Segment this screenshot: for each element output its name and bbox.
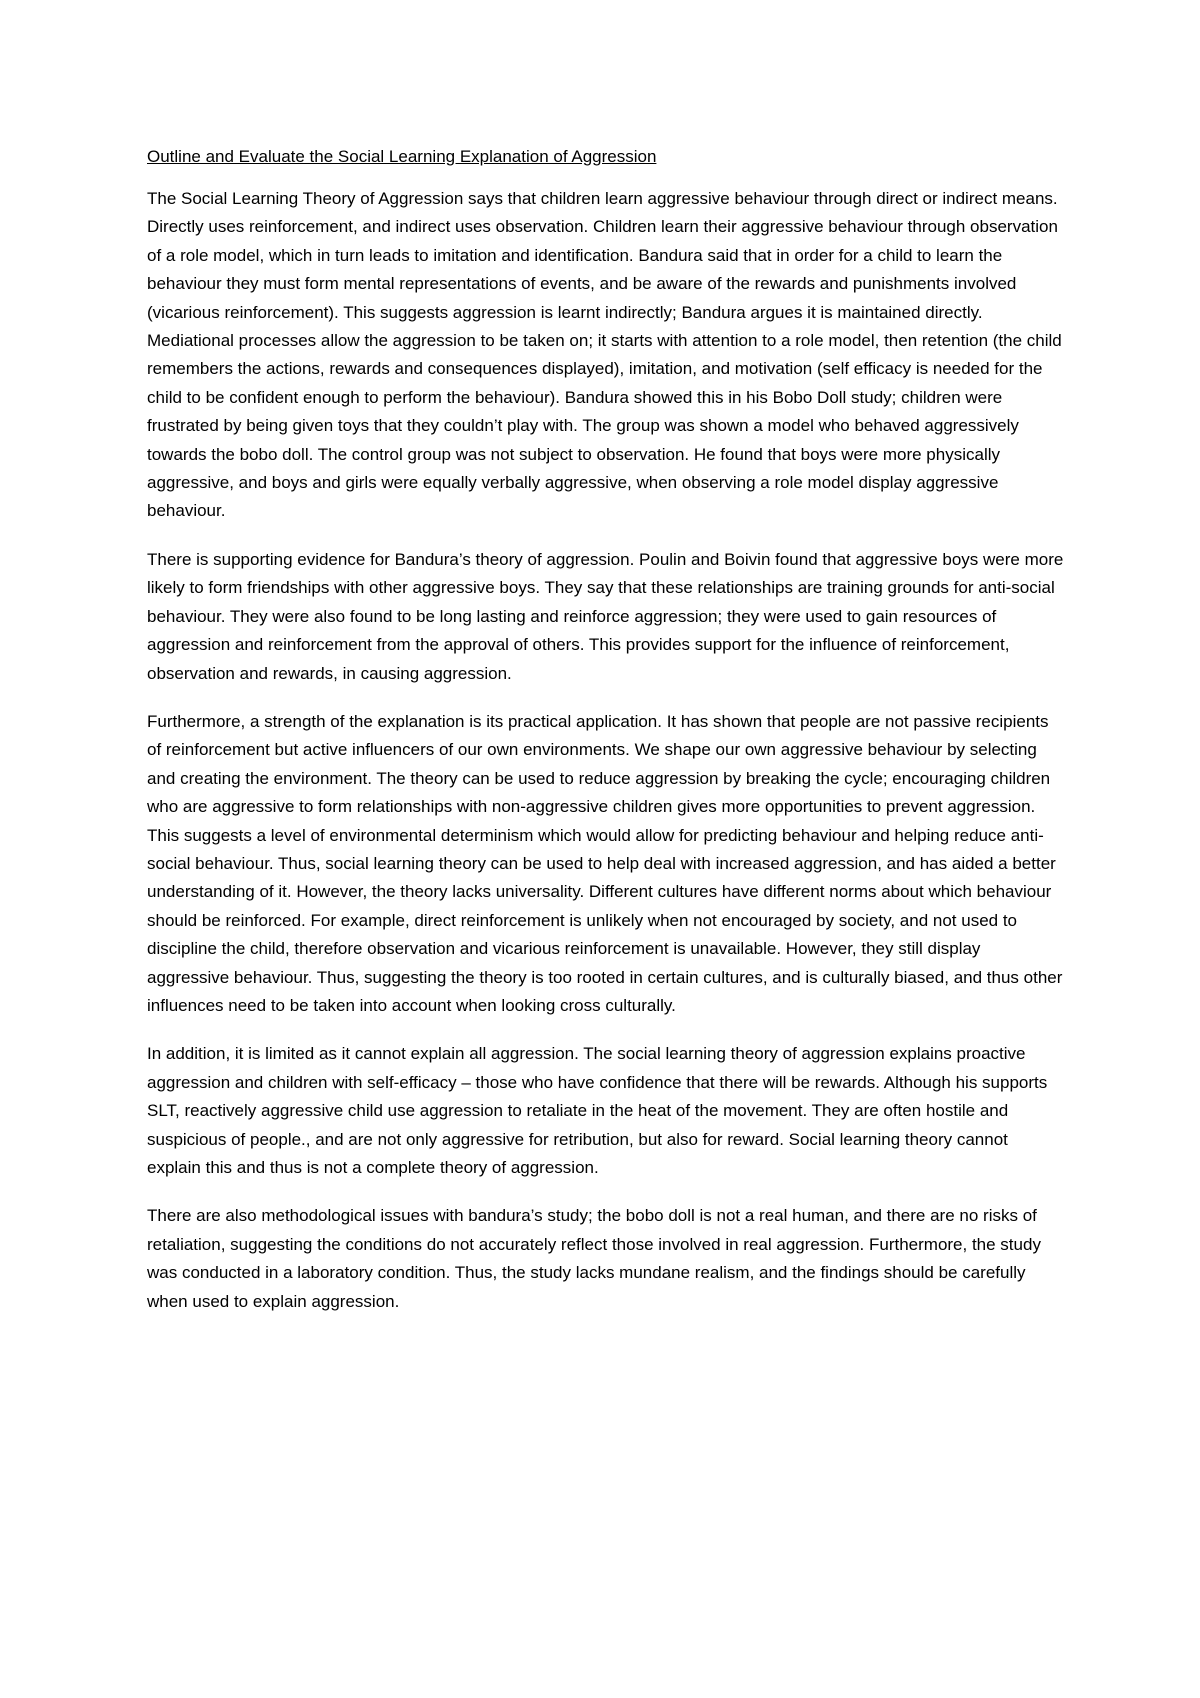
paragraph-practical-application: Furthermore, a strength of the explanation is its practical application. It has shown that people are not passive recipients of reinforcement but active influencers of our own environments. We shape our own aggressive behaviour by selecting and creating the environment. The theory can be used to reduce aggression by breaking the cycle; encouraging children who are aggressive to form relationships with non-aggressive children gives more opportunities to prevent aggression. This suggests a level of environmental determinism which would allow for predicting behaviour and helping reduce anti-social behaviour. Thus, social learning theory can be used to help deal with increased aggression, and has aided a better understanding of it. However, the theory lacks universality. Different cultures have different norms about which behaviour should be reinforced. For example, direct reinforcement is unlikely when not encouraged by society, and not used to discipline the child, therefore observation and vicarious reinforcement is unavailable. However, they still display aggressive behaviour. Thus, suggesting the theory is too rooted in certain cultures, and is culturally biased, and thus other influences need to be taken into account when looking cross culturally. (147, 711, 1063, 1015)
paragraph-introduction: The Social Learning Theory of Aggression says that children learn aggressive behaviour through direct or indirect means. Directly uses reinforcement, and indirect uses observation. Children learn their aggressive behaviour through observation of a role model, which in turn leads to imitation and identification. Bandura said that in order for a child to learn the behaviour they must form mental representations of events, and be aware of the rewards and punishments involved (vicarious reinforcement). This suggests aggression is learnt indirectly; Bandura argues it is maintained directly. Mediational processes allow the aggression to be taken on; it starts with attention to a role model, then retention (the child remembers the actions, rewards and consequences displayed), imitation, and motivation (self efficacy is needed for the child to be confident enough to perform the behaviour). Bandura showed this in his Bobo Doll study; children were frustrated by being given toys that they couldn’t play with. The group was shown a model who behaved aggressively towards the bobo doll. The control group was not subject to observation. He found that boys were more physically aggressive, and boys and girls were equally verbally aggressive, when observing a role model display aggressive behaviour. (147, 189, 1062, 521)
document-title: Outline and Evaluate the Social Learning Explanation of Aggression (147, 147, 657, 166)
paragraph-supporting-evidence: There is supporting evidence for Bandura’s theory of aggression. Poulin and Boivin found that aggressive boys were more likely to form friendships with other aggressive boys. They say that these relationships are training grounds for anti-social behaviour. They were also found to be long lasting and reinforce aggression; they were used to gain resources of aggression and reinforcement from the approval of others. This provides support for the influence of reinforcement, observation and rewards, in causing aggression. (147, 549, 1064, 683)
document-body (147, 147, 1065, 1336)
paragraph-limitations: In addition, it is limited as it cannot explain all aggression. The social learning theory of aggression explains proactive aggression and children with self-efficacy – those who have confidence that there will be rewards. Although his supports SLT, reactively aggressive child use aggression to retaliate in the heat of the movement. They are often hostile and suspicious of people., and are not only aggressive for retribution, but also for reward. Social learning theory cannot explain this and thus is not a complete theory of aggression. (147, 1044, 1048, 1177)
paragraph-methodological-issues: There are also methodological issues with bandura’s study; the bobo doll is not a real human, and there are no risks of retaliation, suggesting the conditions do not accurately reflect those involved in real aggression. Furthermore, the study was conducted in a laboratory condition. Thus, the study lacks mundane realism, and the findings should be carefully when used to explain aggression. (147, 1206, 1041, 1311)
